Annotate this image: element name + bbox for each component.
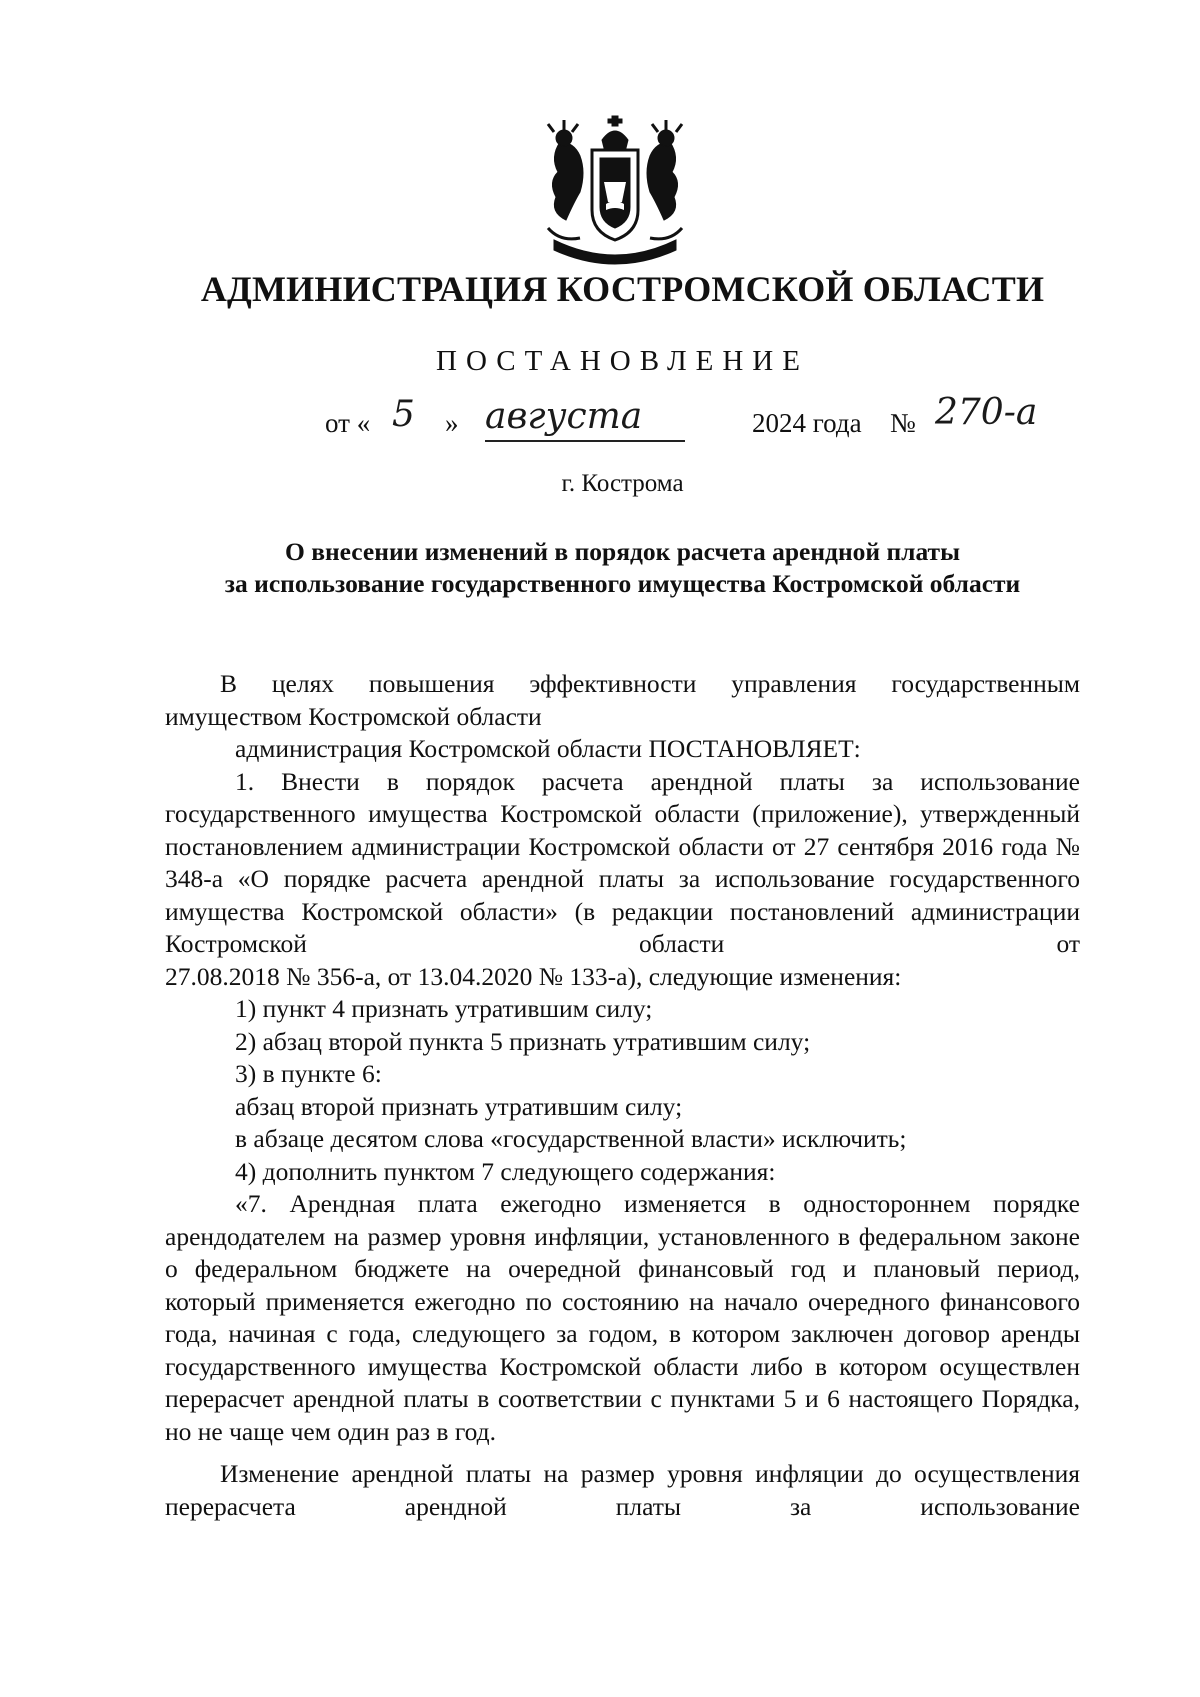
body-paragraph-item-1: 1. Внести в порядок расчета арендной платы за использование государственного имущества Костромской области (приложение), утвержденный постановлением администрации Костромской области от 27 сентября 2016 года № 348-а «О порядке расчета арендной платы за использование государственного имущества Костромской области» (в редакции постановлений администрации Костромской области от xyxy=(165,766,1080,958)
body-list-item-3: 3) в пункте 6: xyxy=(235,1059,382,1088)
body-list-item-3-a: абзац второй признать утратившим силу; xyxy=(235,1091,683,1121)
body-paragraph-item-1-end: 27.08.2018 № 356-а, от 13.04.2020 № 133-а), следующие изменения: xyxy=(165,961,902,991)
city-line: г. Кострома xyxy=(561,470,684,497)
document-type: ПОСТАНОВЛЕНИЕ xyxy=(436,345,809,377)
number-sign: № xyxy=(890,408,916,438)
date-year: 2024 года xyxy=(752,408,862,438)
date-close-quote: » xyxy=(445,408,459,438)
document-subject xyxy=(100,536,1145,600)
body-paragraph-clause-7: «7. Арендная плата ежегодно изменяется в одностороннем порядке арендодателем на размер уровня инфляции, установленного в федеральном законе о федеральном бюджете на очередной финансовый год и плановый период, который применяется ежегодно по состоянию на начало очередного финансового года, начиная с года, следующего за годом, в котором заключен договор аренды государственного имущества Костромской области либо в котором осуществлен перерасчет арендной платы в соответствии с пунктами 5 и 6 настоящего Порядка, но не чаще чем один раз в год. xyxy=(165,1189,1080,1446)
subject-line-2: за использование государственного имущества Костромской области xyxy=(224,569,1021,598)
date-month-handwritten: августа xyxy=(485,396,643,437)
coat-of-arms-emblem xyxy=(540,112,690,272)
date-day-handwritten: 5 xyxy=(392,394,415,435)
body-list-item-4: 4) дополнить пунктом 7 следующего содержания: xyxy=(235,1156,776,1186)
month-underline xyxy=(485,440,685,442)
body-list-item-1: 1) пункт 4 признать утратившим силу; xyxy=(235,994,653,1023)
date-number-line xyxy=(0,392,1200,450)
body-list-item-2: 2) абзац второй пункта 5 признать утратившим силу; xyxy=(235,1026,811,1056)
document-number-handwritten: 270-а xyxy=(935,392,1038,433)
document-body xyxy=(165,668,1080,1523)
body-list-item-3-b: в абзаце десятом слова «государственной власти» исключить; xyxy=(235,1124,907,1153)
date-prefix: от « xyxy=(325,408,371,438)
body-paragraph-preamble: В целях повышения эффективности управления государственным имуществом Костромской области xyxy=(165,669,1080,731)
body-paragraph-resolves: администрация Костромской области ПОСТАНОВЛЯЕТ: xyxy=(235,734,861,763)
subject-line-1: О внесении изменений в порядок расчета арендной платы xyxy=(285,537,960,566)
organization-title: АДМИНИСТРАЦИЯ КОСТРОМСКОЙ ОБЛАСТИ xyxy=(200,269,1045,309)
body-paragraph-inflation: Изменение арендной платы на размер уровня инфляции до осуществления перерасчета арендной платы за использование xyxy=(165,1459,1080,1521)
